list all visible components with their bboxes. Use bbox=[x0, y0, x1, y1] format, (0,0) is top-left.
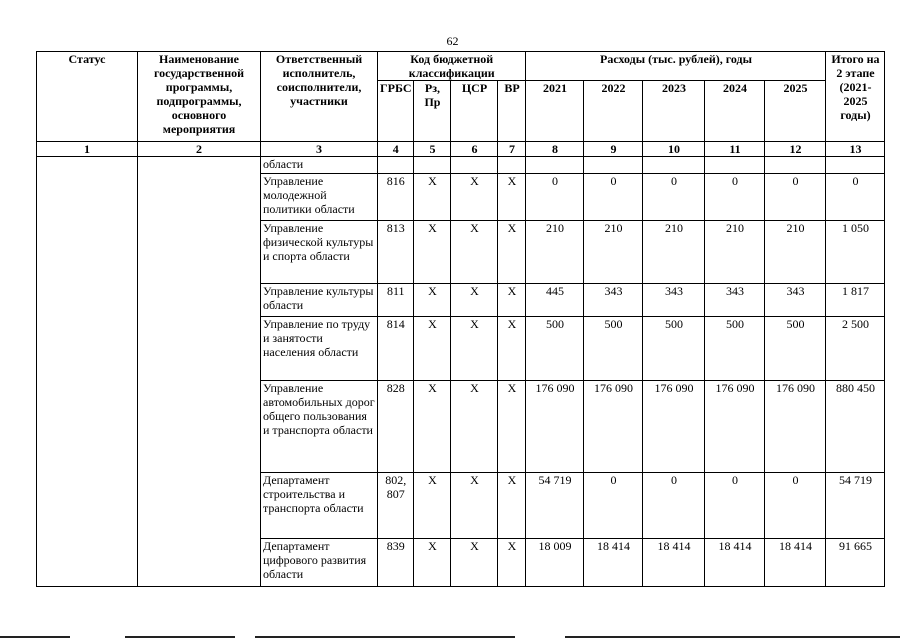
header-year: 2022 bbox=[584, 81, 643, 142]
value-cell: 500 bbox=[584, 317, 643, 381]
value-cell: 445 bbox=[526, 284, 584, 317]
value-cell bbox=[765, 157, 826, 174]
value-cell: 18 009 bbox=[526, 539, 584, 587]
csr-cell: X bbox=[451, 473, 498, 539]
value-cell: 343 bbox=[705, 284, 765, 317]
header-year: 2023 bbox=[643, 81, 705, 142]
rz-pr-cell bbox=[414, 157, 451, 174]
scan-mark bbox=[0, 636, 70, 638]
header-executor: Ответственный исполнитель, соисполнители, участники bbox=[261, 52, 378, 142]
vr-cell: X bbox=[498, 539, 526, 587]
total-cell: 91 665 bbox=[826, 539, 885, 587]
grbs-cell: 802, 807 bbox=[378, 473, 414, 539]
budget-table bbox=[36, 51, 885, 587]
value-cell: 0 bbox=[765, 174, 826, 221]
grbs-cell bbox=[378, 157, 414, 174]
vr-cell bbox=[498, 157, 526, 174]
header-total: Итого на 2 этапе (2021-2025 годы) bbox=[826, 52, 885, 142]
value-cell bbox=[643, 157, 705, 174]
column-number: 4 bbox=[378, 142, 414, 157]
value-cell: 500 bbox=[643, 317, 705, 381]
column-number: 1 bbox=[37, 142, 138, 157]
status-cell bbox=[37, 157, 138, 587]
rz-pr-cell: X bbox=[414, 473, 451, 539]
vr-cell: X bbox=[498, 317, 526, 381]
header-row-1 bbox=[37, 52, 885, 81]
header-rz-pr: Рз, Пр bbox=[414, 81, 451, 142]
value-cell bbox=[705, 157, 765, 174]
scan-mark bbox=[565, 636, 900, 638]
value-cell: 176 090 bbox=[584, 381, 643, 473]
vr-cell: X bbox=[498, 284, 526, 317]
column-number: 10 bbox=[643, 142, 705, 157]
column-number: 6 bbox=[451, 142, 498, 157]
value-cell: 343 bbox=[584, 284, 643, 317]
value-cell: 210 bbox=[584, 221, 643, 284]
value-cell: 0 bbox=[584, 174, 643, 221]
grbs-cell: 839 bbox=[378, 539, 414, 587]
csr-cell: X bbox=[451, 174, 498, 221]
executor-cell: Управление культуры области bbox=[261, 284, 378, 317]
grbs-cell: 811 bbox=[378, 284, 414, 317]
header-year: 2024 bbox=[705, 81, 765, 142]
column-number: 2 bbox=[138, 142, 261, 157]
value-cell: 18 414 bbox=[705, 539, 765, 587]
value-cell: 343 bbox=[643, 284, 705, 317]
value-cell: 0 bbox=[526, 174, 584, 221]
rz-pr-cell: X bbox=[414, 284, 451, 317]
value-cell: 176 090 bbox=[765, 381, 826, 473]
total-cell: 1 050 bbox=[826, 221, 885, 284]
value-cell: 0 bbox=[705, 174, 765, 221]
rz-pr-cell: X bbox=[414, 221, 451, 284]
value-cell bbox=[526, 157, 584, 174]
value-cell: 210 bbox=[705, 221, 765, 284]
value-cell: 500 bbox=[705, 317, 765, 381]
value-cell: 500 bbox=[765, 317, 826, 381]
grbs-cell: 813 bbox=[378, 221, 414, 284]
column-number: 3 bbox=[261, 142, 378, 157]
value-cell: 210 bbox=[526, 221, 584, 284]
value-cell: 176 090 bbox=[526, 381, 584, 473]
page-number: 62 bbox=[446, 34, 459, 48]
csr-cell: X bbox=[451, 539, 498, 587]
csr-cell: X bbox=[451, 284, 498, 317]
total-cell: 1 817 bbox=[826, 284, 885, 317]
header-year: 2021 bbox=[526, 81, 584, 142]
value-cell: 0 bbox=[643, 473, 705, 539]
csr-cell: X bbox=[451, 221, 498, 284]
value-cell: 0 bbox=[643, 174, 705, 221]
vr-cell: X bbox=[498, 221, 526, 284]
total-cell: 880 450 bbox=[826, 381, 885, 473]
value-cell: 210 bbox=[765, 221, 826, 284]
grbs-cell: 814 bbox=[378, 317, 414, 381]
executor-cell: Управление автомобильных дорог общего пользования и транспорта области bbox=[261, 381, 378, 473]
column-number-row bbox=[37, 142, 885, 157]
executor-cell: Департамент цифрового развития области bbox=[261, 539, 378, 587]
scan-mark bbox=[125, 636, 235, 638]
value-cell: 343 bbox=[765, 284, 826, 317]
value-cell: 0 bbox=[765, 473, 826, 539]
value-cell: 176 090 bbox=[705, 381, 765, 473]
scan-mark bbox=[255, 636, 515, 638]
executor-cell: Управление по труду и занятости населения области bbox=[261, 317, 378, 381]
executor-cell: Управление физической культуры и спорта области bbox=[261, 221, 378, 284]
header-budget-code: Код бюджетной классификации bbox=[378, 52, 526, 81]
program-cell bbox=[138, 157, 261, 587]
csr-cell: X bbox=[451, 317, 498, 381]
column-number: 13 bbox=[826, 142, 885, 157]
executor-cell: Департамент строительства и транспорта области bbox=[261, 473, 378, 539]
header-grbs: ГРБС bbox=[378, 81, 414, 142]
column-number: 5 bbox=[414, 142, 451, 157]
column-number: 8 bbox=[526, 142, 584, 157]
header-status: Статус bbox=[37, 52, 138, 142]
total-cell: 54 719 bbox=[826, 473, 885, 539]
rz-pr-cell: X bbox=[414, 381, 451, 473]
table-row bbox=[37, 157, 885, 174]
column-number: 11 bbox=[705, 142, 765, 157]
header-expenses: Расходы (тыс. рублей), годы bbox=[526, 52, 826, 81]
executor-cell: Управление молодежной политики области bbox=[261, 174, 378, 221]
header-program: Наименование государственной программы, подпрограммы, основного мероприятия bbox=[138, 52, 261, 142]
value-cell: 18 414 bbox=[584, 539, 643, 587]
value-cell: 176 090 bbox=[643, 381, 705, 473]
vr-cell: X bbox=[498, 381, 526, 473]
total-cell: 0 bbox=[826, 174, 885, 221]
header-year: 2025 bbox=[765, 81, 826, 142]
grbs-cell: 828 bbox=[378, 381, 414, 473]
rz-pr-cell: X bbox=[414, 174, 451, 221]
value-cell: 210 bbox=[643, 221, 705, 284]
value-cell: 18 414 bbox=[643, 539, 705, 587]
value-cell: 0 bbox=[705, 473, 765, 539]
grbs-cell: 816 bbox=[378, 174, 414, 221]
header-vr: ВР bbox=[498, 81, 526, 142]
column-number: 7 bbox=[498, 142, 526, 157]
column-number: 9 bbox=[584, 142, 643, 157]
scan-edge-marks bbox=[0, 634, 905, 640]
total-cell bbox=[826, 157, 885, 174]
vr-cell: X bbox=[498, 473, 526, 539]
vr-cell: X bbox=[498, 174, 526, 221]
header-csr: ЦСР bbox=[451, 81, 498, 142]
value-cell: 18 414 bbox=[765, 539, 826, 587]
value-cell: 0 bbox=[584, 473, 643, 539]
value-cell: 54 719 bbox=[526, 473, 584, 539]
csr-cell bbox=[451, 157, 498, 174]
total-cell: 2 500 bbox=[826, 317, 885, 381]
rz-pr-cell: X bbox=[414, 317, 451, 381]
value-cell: 500 bbox=[526, 317, 584, 381]
csr-cell: X bbox=[451, 381, 498, 473]
value-cell bbox=[584, 157, 643, 174]
column-number: 12 bbox=[765, 142, 826, 157]
executor-cell: области bbox=[261, 157, 378, 174]
rz-pr-cell: X bbox=[414, 539, 451, 587]
